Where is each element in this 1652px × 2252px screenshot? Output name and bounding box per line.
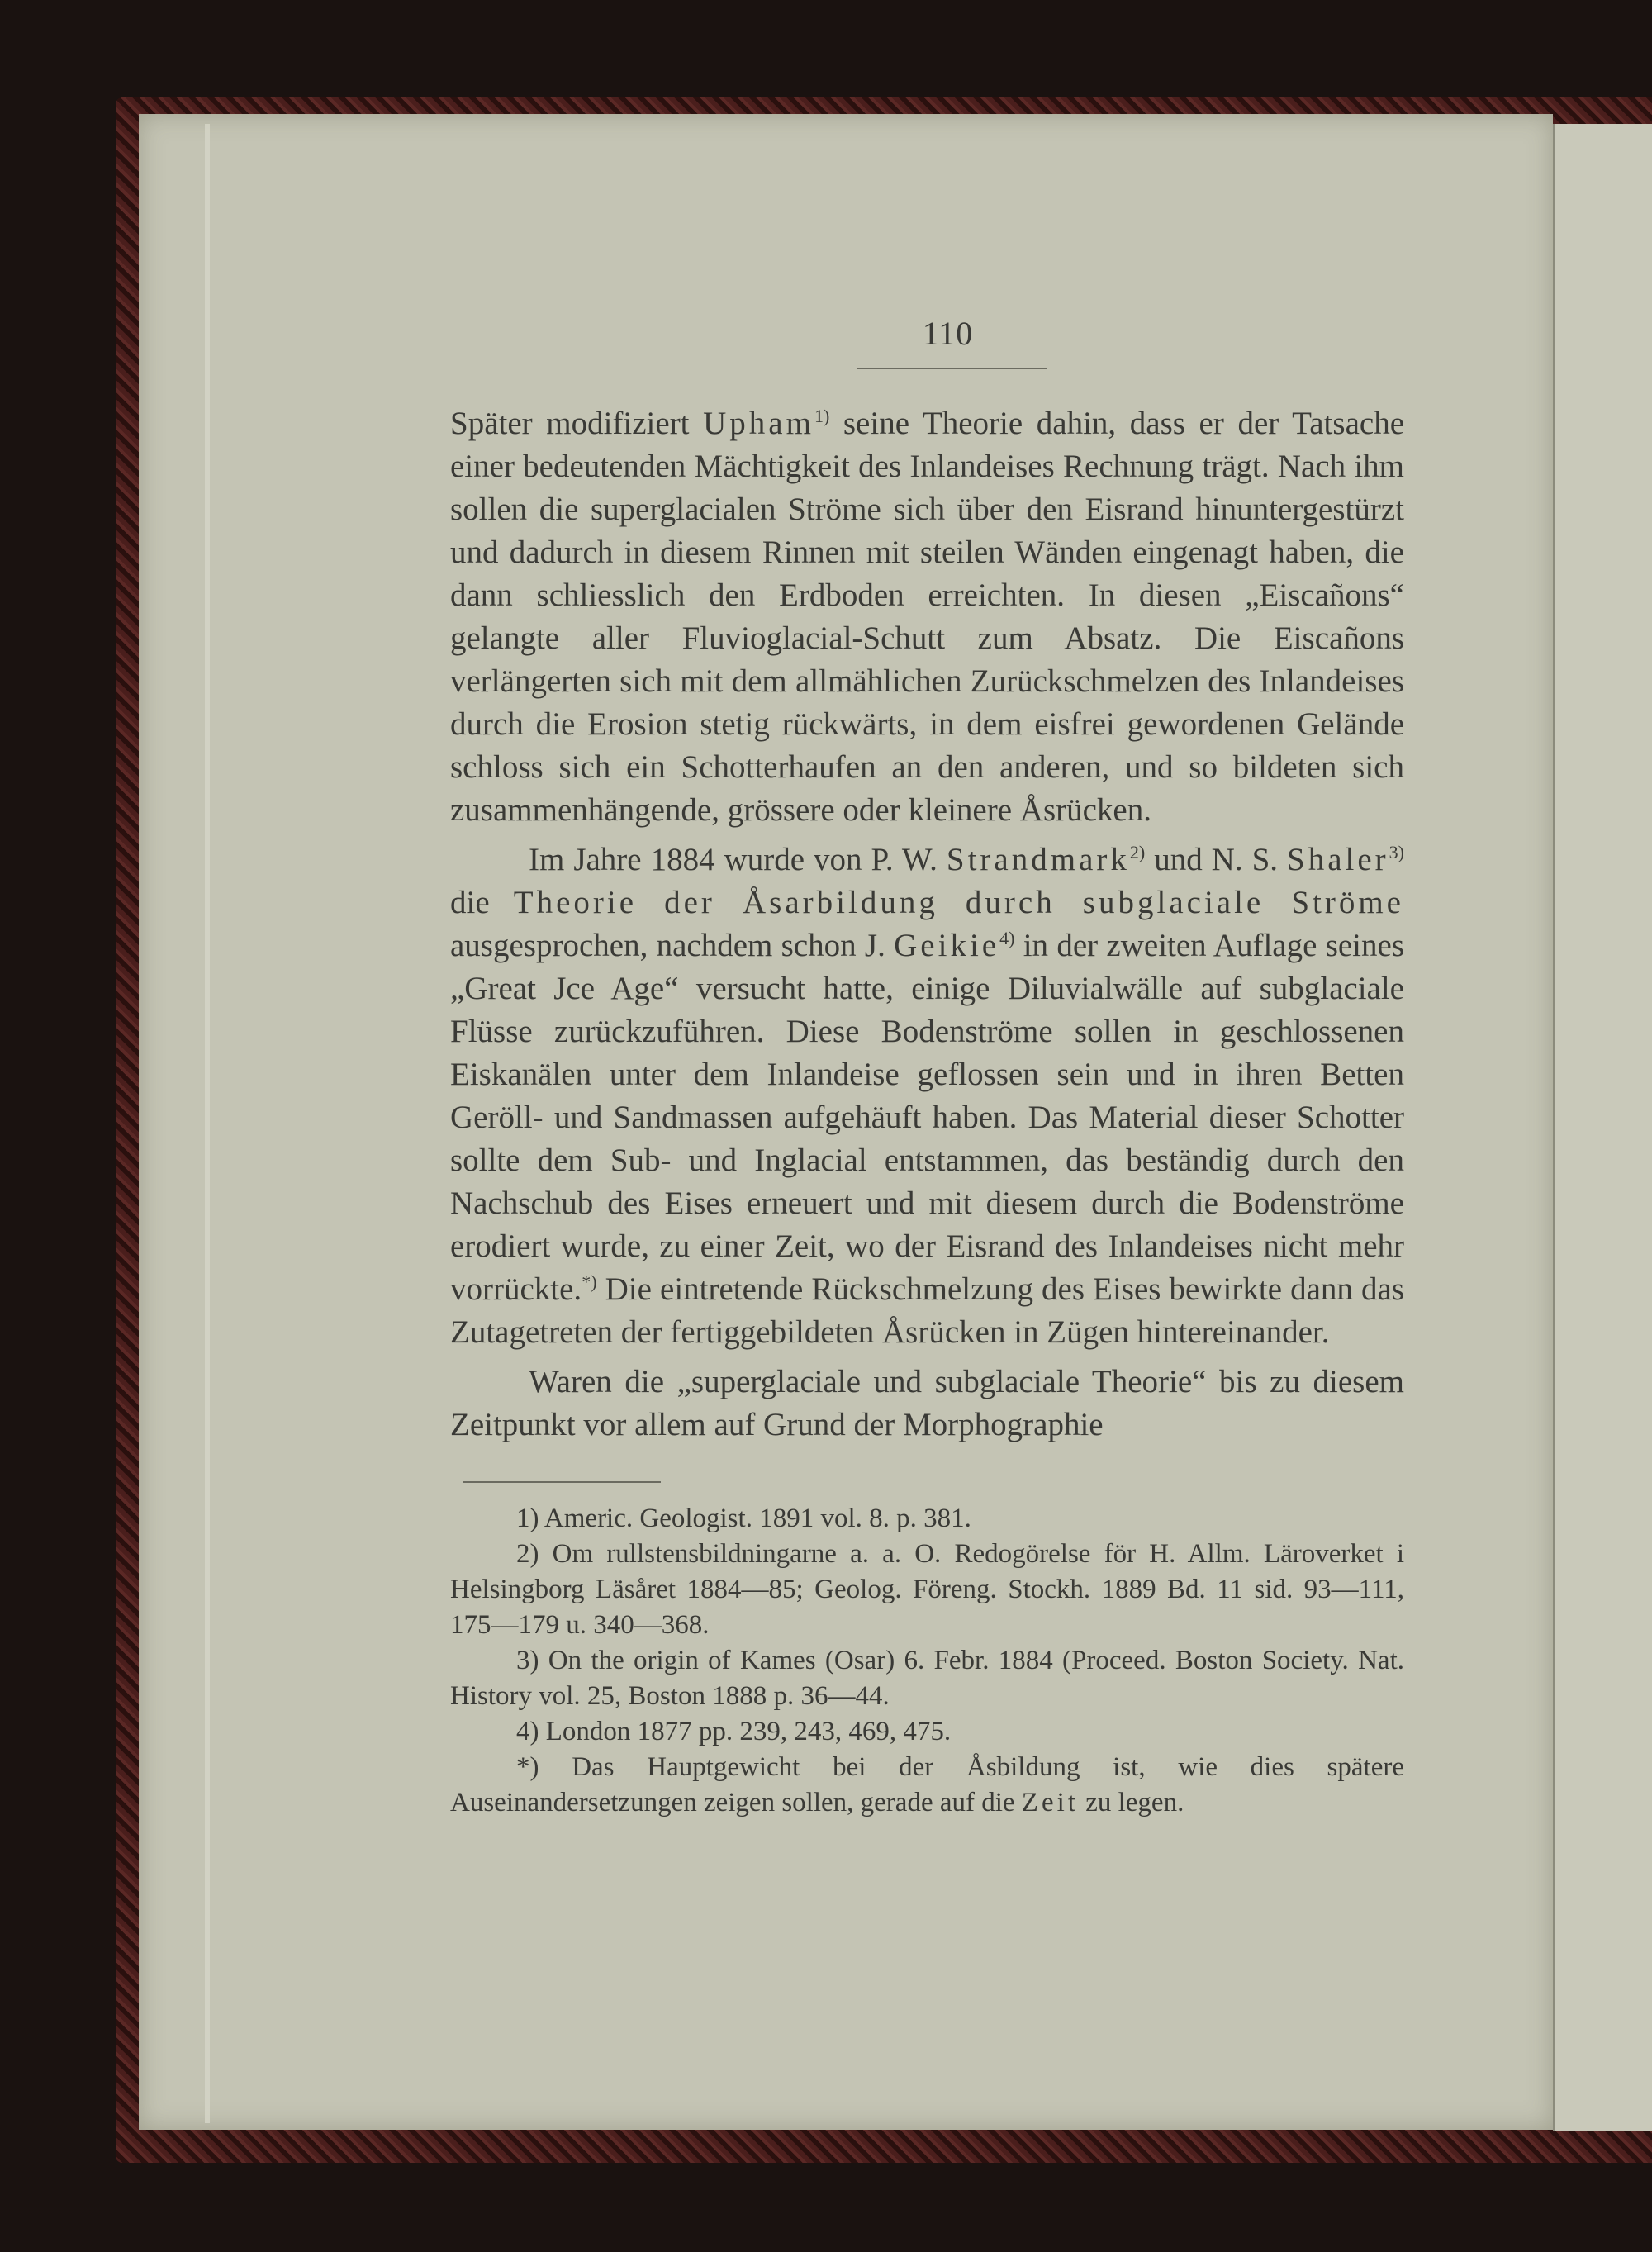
footnote-star-text-b: zu legen. [1078, 1788, 1184, 1817]
footnote-ref-2: 2) [1129, 842, 1146, 862]
footnote-ref-3: 3) [1389, 842, 1404, 862]
author-geikie: Geikie [894, 928, 1000, 963]
paragraph-3: Waren die „superglaciale und subglaciale Theorie“ bis zu diesem Zeitpunkt vor allem auf Grund der Morphographie [450, 1364, 1404, 1442]
footnote-ref-4: 4) [999, 928, 1015, 948]
footnote-rule [463, 1481, 661, 1483]
paragraph-1-text-b: seine Theorie dahin, dass er der Tatsache einer bedeutenden Mächtigkeit des Inlandeises Rechnung trägt. Nach ihm sollen die superglacialen Ströme sich über den Eisrand hinuntergestürzt und dadurch in diesem Rinnen mit steilen Wänden eingenagt haben, die dann schliesslich den Erdboden erreichten. In diesen „Eiscañons“ gelangte aller Fluvioglacial-Schutt zum Absatz. Die Eiscañons verlängerten sich mit dem allmählichen Zurückschmelzen des Inlandeises durch die Erosion stetig rückwärts, in dem eisfrei gewordenen Gelände schloss sich ein Schotterhaufen an den anderen, und so bildeten sich zusammenhängende, grössere oder kleinere Åsrücken. [450, 406, 1405, 828]
page-text-block [450, 314, 1404, 1821]
footnote-1: 1) Americ. Geologist. 1891 vol. 8. p. 381. [516, 1504, 971, 1533]
footnote-star-text-a: *) Das Hauptgewicht bei der Åsbildung ist, wie dies spätere Auseinandersetzungen zeigen sollen, gerade auf die [450, 1752, 1404, 1817]
author-shaler: Shaler [1287, 842, 1389, 877]
paragraph-2-text-b: und N. S. [1145, 842, 1288, 877]
paragraph-2-text-d: ausgesprochen, nachdem schon J. [450, 928, 895, 963]
next-page-edge [1553, 124, 1652, 2131]
author-strandmark: Strandmark [946, 842, 1130, 877]
emphasized-phrase: Theorie der Åsarbildung durch subglaciale Ströme [513, 885, 1404, 920]
page-number: 110 [922, 315, 974, 352]
footnote-ref-star: *) [582, 1271, 597, 1292]
footnote-ref-1: 1) [814, 406, 830, 426]
page-fold-line [205, 124, 210, 2123]
footnote-star [450, 1750, 1404, 1821]
footnote-4: 4) London 1877 pp. 239, 243, 469, 475. [516, 1717, 952, 1746]
paragraph-1-text-a: Später modifiziert [450, 406, 704, 441]
footnote-3: 3) On the origin of Kames (Osar) 6. Febr. 1884 (Proceed. Boston Society. Nat. History vol. 25, Boston 1888 p. 36—44. [450, 1646, 1404, 1711]
paragraph-2-text-c: die [450, 885, 514, 920]
header-rule [857, 368, 1047, 369]
footnote-2: 2) Om rullstensbildningarne a. a. O. Redogörelse för H. Allm. Läroverket i Helsingborg Läsåret 1884—85; Geolog. Föreng. Stockh. 1889 Bd. 11 sid. 93—111, 175—179 u. 340—368. [450, 1539, 1404, 1640]
paragraph-2 [450, 839, 1404, 1354]
paragraph-2-text-e: in der zweiten Auflage seines „Great Jce Age“ versucht hatte, einige Diluvialwälle auf subglaciale Flüsse zurückzuführen. Diese Bodenströme sollen in geschlossenen Eiskanälen unter dem Inlandeise geflossen sein und in ihren Betten Geröll- und Sandmassen aufgehäuft haben. Das Material dieser Schotter sollte dem Sub- und Inglacial entstammen, das beständig durch den Nachschub des Eises erneuert und mit diesem durch die Bodenströme erodiert wurde, zu einer Zeit, wo der Eisrand des Inlandeises nicht mehr vorrückte. [450, 928, 1404, 1307]
paragraph-2-text-f: Die eintretende Rückschmelzung des Eises bewirkte dann das Zutagetreten der fertiggebildeten Åsrücken in Zügen hintereinander. [450, 1271, 1404, 1350]
author-upham: Upham [703, 406, 814, 441]
footnote-star-emphasis: Zeit [1021, 1788, 1079, 1817]
paragraph-2-text-a: Im Jahre 1884 wurde von P. W. [529, 842, 947, 877]
footnotes [450, 1501, 1404, 1821]
paragraph-1 [450, 402, 1404, 832]
